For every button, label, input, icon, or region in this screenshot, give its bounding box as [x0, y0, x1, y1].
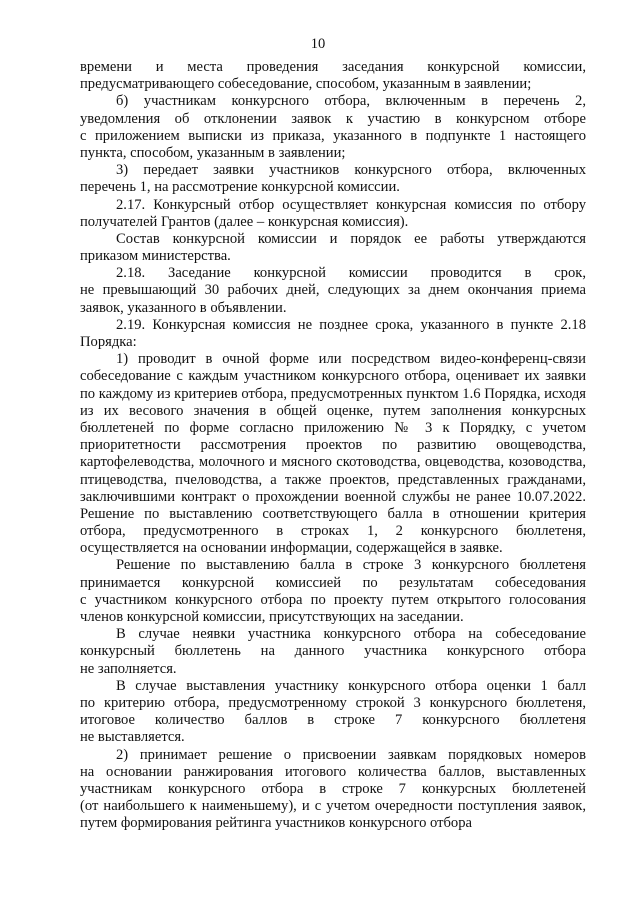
text-line: Решение по выставлению балла в строке 3 конкурсного бюллетеня — [116, 557, 586, 574]
text-line: Решение по выставлению соответствующего балла в отношении критерия — [80, 505, 586, 522]
text-line: 2.19. Конкурсная комиссия не позднее срока, указанного в пункте 2.18 — [116, 316, 586, 333]
text-line: не превышающий 30 рабочих дней, следующих за днем окончания приема — [80, 282, 586, 299]
text-line: с участником конкурсного отбора по проекту путем открытого голосования — [80, 591, 586, 608]
text-line: не заполняется. — [80, 660, 177, 677]
page-number: 10 — [310, 36, 326, 52]
paragraph — [80, 317, 586, 351]
paragraph — [80, 59, 586, 93]
text-line: заявок, указанного в объявлении. — [80, 299, 287, 316]
text-line: с приложением выписки из приказа, указанного в подпункте 1 настоящего — [80, 127, 586, 144]
text-line: времени и места проведения заседания конкурсной комиссии, — [80, 59, 586, 75]
paragraph — [80, 747, 586, 833]
text-line: получателей Грантов (далее – конкурсная комиссия). — [80, 213, 409, 230]
text-line: приказом министерства. — [80, 248, 231, 265]
paragraph — [80, 197, 586, 231]
paragraph — [80, 162, 586, 196]
paragraph — [80, 93, 586, 162]
text-line: из их весового значения в общей оценке, путем заполнения конкурсных — [80, 402, 586, 419]
paragraph — [80, 231, 586, 265]
paragraph — [80, 557, 586, 626]
text-line: путем формирования рейтинга участников конкурсного отбора — [80, 815, 472, 832]
text-line: 1) проводит в очной форме или посредством видео-конференц-связи — [116, 351, 586, 368]
paragraph — [80, 678, 586, 747]
text-line: перечень 1, на рассмотрение конкурсной комиссии. — [80, 179, 400, 196]
text-line: предусматривающего собеседование, способом, указанным в заявлении; — [80, 76, 532, 93]
text-line: (от наибольшего к наименьшему), и с учетом очередности поступления заявок, — [80, 798, 586, 815]
text-line: уведомления об отклонении заявок к участию в конкурсном отборе — [80, 110, 586, 127]
text-line: принимается конкурсной комиссией по результатам собеседования — [80, 574, 586, 591]
text-line: пункта, способом, указанным в заявлении; — [80, 144, 346, 161]
text-line: на основании ранжирования итогового количества баллов, выставленных — [80, 763, 586, 780]
document-body — [80, 59, 586, 832]
text-line: птицеводства, пчеловодства, а также проектов, представленных гражданами, — [80, 471, 586, 488]
text-line: не выставляется. — [80, 729, 185, 746]
text-line: конкурсный бюллетень на данного участника конкурсного отбора — [80, 643, 586, 660]
text-line: Порядка: — [80, 334, 137, 350]
paragraph — [80, 351, 586, 557]
text-line: Состав конкурсной комиссии и порядок ее работы утверждаются — [116, 230, 586, 247]
text-line: заключившими контракт о прохождении военной службы не ранее 10.07.2022. — [80, 488, 586, 505]
text-line: по критерию отбора, предусмотренному строкой 3 конкурсного бюллетеня, — [80, 694, 586, 711]
text-line: б) участникам конкурсного отбора, включенным в перечень 2, — [116, 93, 586, 110]
paragraph — [80, 265, 586, 317]
text-line: осуществляется на основании информации, содержащейся в заявке. — [80, 540, 503, 557]
text-line: 3) передает заявки участников конкурсного отбора, включенных — [116, 162, 586, 179]
text-line: бюллетеней по форме согласно приложению № 3 к Порядку, с учетом — [80, 419, 586, 436]
text-line: 2) принимает решение о присвоении заявкам порядковых номеров — [116, 746, 586, 763]
text-line: итоговое количество баллов в строке 7 конкурсного бюллетеня — [80, 712, 586, 729]
text-line: В случае выставления участнику конкурсного отбора оценки 1 балл — [116, 677, 586, 694]
text-line: 2.18. Заседание конкурсной комиссии проводится в срок, — [116, 265, 586, 282]
text-line: картофелеводства, молочного и мясного скотоводства, овцеводства, козоводства, — [80, 454, 586, 471]
text-line: по каждому из критериев отбора, предусмотренных пунктом 1.6 Порядка, исходя — [80, 385, 586, 402]
text-line: приоритетности рассмотрения проектов по развитию овощеводства, — [80, 437, 586, 454]
text-line: членов конкурсной комиссии, присутствующих на заседании. — [80, 609, 464, 625]
text-line: 2.17. Конкурсный отбор осуществляет конкурсная комиссия по отбору — [116, 196, 586, 213]
text-line: отбора, предусмотренного в строках 1, 2 конкурсного бюллетеня, — [80, 523, 586, 540]
text-line: участникам конкурсного отбора в строке 7 конкурсных бюллетеней — [80, 780, 586, 797]
text-line: В случае неявки участника конкурсного отбора на собеседование — [116, 626, 586, 643]
text-line: собеседование с каждым участником конкурсного отбора, оценивает их заявки — [80, 368, 586, 385]
paragraph — [80, 626, 586, 678]
